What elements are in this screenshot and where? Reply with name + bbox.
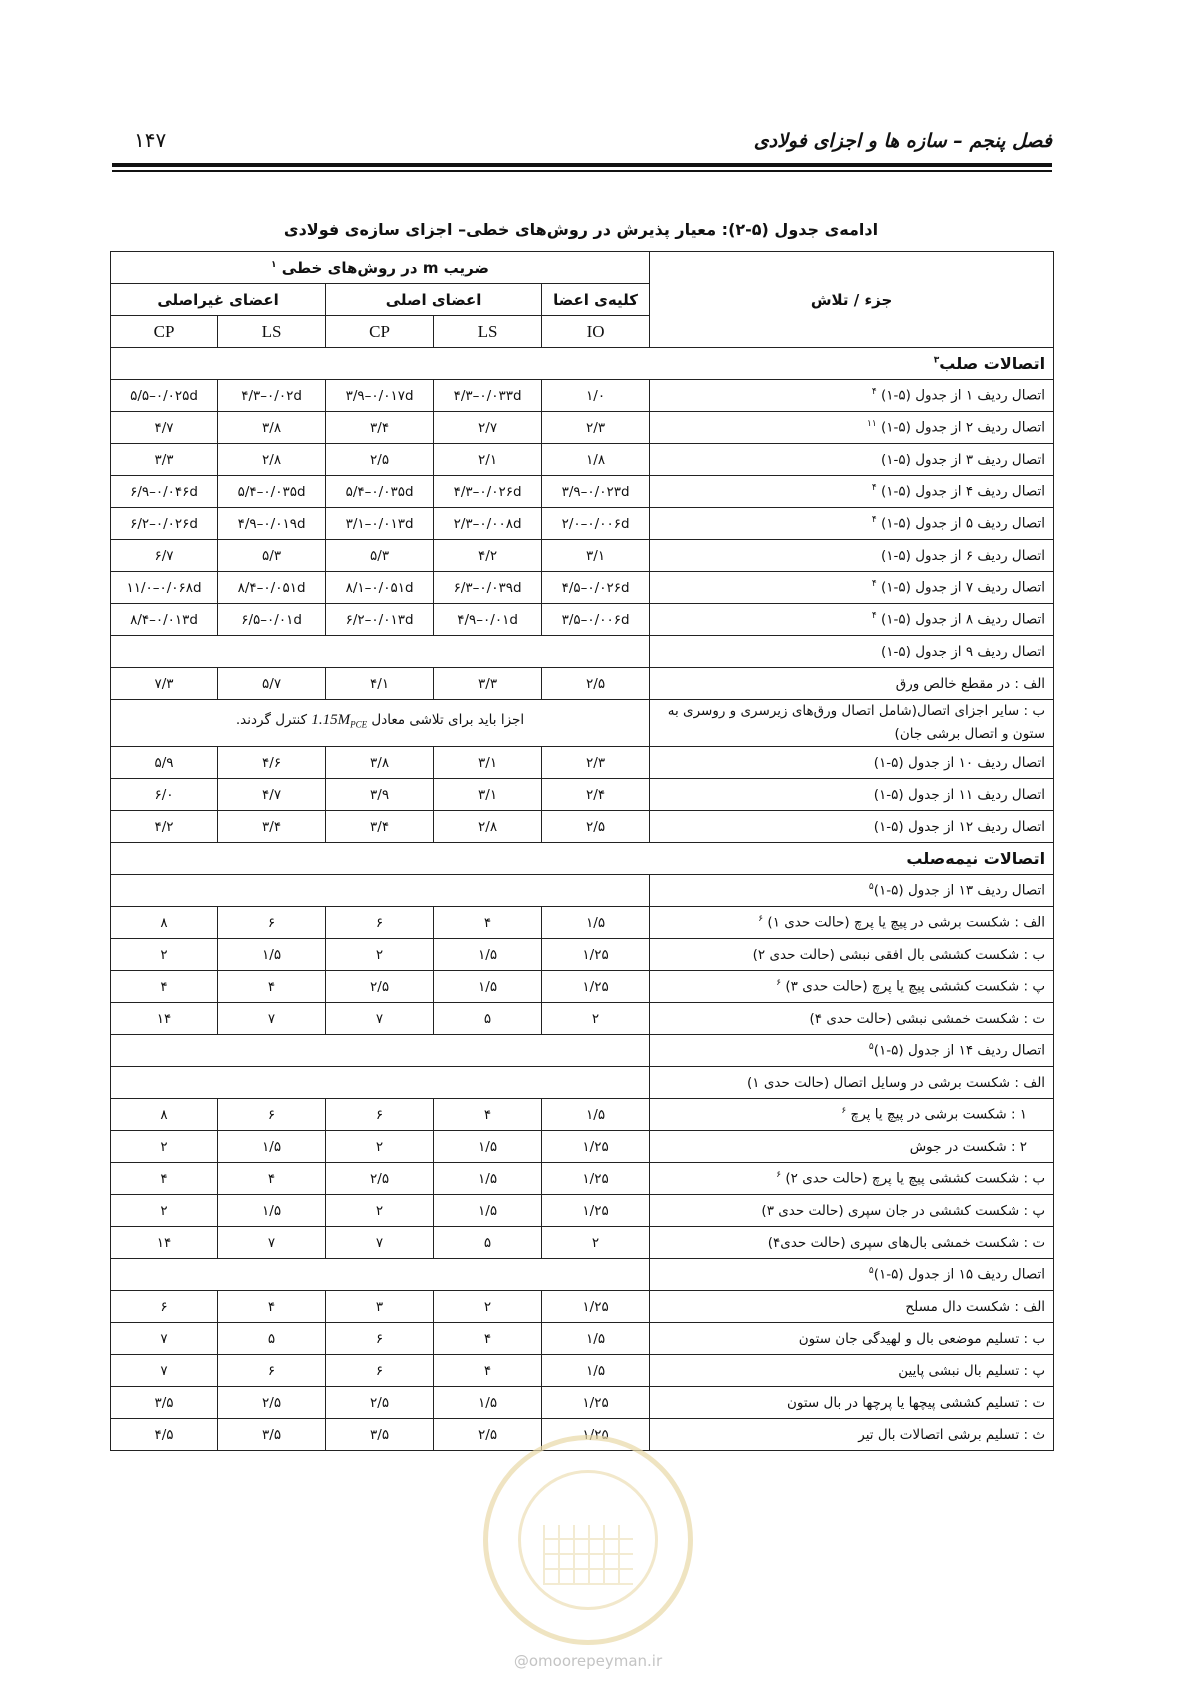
header-m-factor: ضریب m در روش‌های خطی $^۱$: [111, 252, 650, 284]
value-ls2: ۴/۷: [218, 779, 326, 811]
empty-cell: [111, 1067, 650, 1099]
value-cp2: ۶/۰: [111, 779, 218, 811]
value-ls2: ۶: [218, 907, 326, 939]
value-ls2: ۴/۹–۰/۰۱۹d: [218, 508, 326, 540]
row-label: اتصال ردیف ۱ از جدول (۵-۱) $^۴$: [650, 380, 1054, 412]
watermark: @omoorepeyman.ir: [513, 1652, 663, 1670]
value-io: ۱/۲۵: [542, 1419, 650, 1451]
table-row: [111, 1323, 1054, 1355]
chapter-title: فصل پنجم – سازه ها و اجزای فولادی: [753, 130, 1052, 152]
value-io: ۲: [542, 1227, 650, 1259]
value-io: ۱/۵: [542, 1323, 650, 1355]
value-ls1: ۴: [434, 1099, 542, 1131]
value-ls1: ۲/۸: [434, 811, 542, 843]
row-label: ث : تسلیم برشی اتصالات بال تیر: [650, 1419, 1054, 1451]
value-io: ۳/۵–۰/۰۰۶d: [542, 604, 650, 636]
value-io: ۱/۵: [542, 1099, 650, 1131]
value-cp1: ۶: [326, 907, 434, 939]
value-cp1: ۶: [326, 1323, 434, 1355]
value-cp2: ۲: [111, 1131, 218, 1163]
table-row: [111, 811, 1054, 843]
value-ls1: ۴/۳–۰/۰۳۳d: [434, 380, 542, 412]
table-row: [111, 700, 1054, 747]
value-cp1: ۳/۸: [326, 747, 434, 779]
value-cp1: ۸/۱–۰/۰۵۱d: [326, 572, 434, 604]
table-row: [111, 1163, 1054, 1195]
value-ls1: ۳/۱: [434, 747, 542, 779]
header-ls-primary: LS: [434, 316, 542, 348]
value-cp1: ۲/۵: [326, 444, 434, 476]
acceptance-criteria-table: [110, 251, 1054, 1451]
header-all-members: کلیه‌ی اعضا: [542, 284, 650, 316]
value-ls1: ۲/۷: [434, 412, 542, 444]
value-ls2: ۵/۴–۰/۰۳۵d: [218, 476, 326, 508]
value-io: ۱/۲۵: [542, 1291, 650, 1323]
table-row: [111, 668, 1054, 700]
row14-heading-label: اتصال ردیف ۱۴ از جدول (۵-۱)$^۵$: [650, 1035, 1054, 1067]
table-row: [111, 380, 1054, 412]
value-cp1: ۳/۴: [326, 412, 434, 444]
value-io: ۲/۴: [542, 779, 650, 811]
value-cp2: ۳/۳: [111, 444, 218, 476]
empty-cell: [111, 1259, 650, 1291]
row-label: ۱ : شکست برشی در پیچ یا پرچ $^۶$: [650, 1099, 1054, 1131]
value-ls2: ۶: [218, 1099, 326, 1131]
row9-heading-label: اتصال ردیف ۹ از جدول (۵-۱): [650, 636, 1054, 668]
header-component-action: جزء / تلاش: [650, 252, 1054, 348]
value-io: ۲/۵: [542, 811, 650, 843]
value-cp1: ۶/۲–۰/۰۱۳d: [326, 604, 434, 636]
table-caption: ادامه‌ی جدول (۵-۲): معیار پذیرش در روش‌های خطی– اجزای سازه‌ی فولادی: [283, 220, 879, 239]
row13-heading-label: اتصال ردیف ۱۳ از جدول (۵-۱)$^۵$: [650, 875, 1054, 907]
empty-cell: [111, 636, 650, 668]
row-label: ب : شکست کششی پیچ یا پرچ (حالت حدی ۲) $^۶$: [650, 1163, 1054, 1195]
value-cp2: ۲: [111, 939, 218, 971]
value-io: ۱/۲۵: [542, 1387, 650, 1419]
header-cp-secondary: CP: [111, 316, 218, 348]
value-cp1: ۳/۱–۰/۰۱۳d: [326, 508, 434, 540]
value-cp2: ۴: [111, 1163, 218, 1195]
value-ls1: ۲: [434, 1291, 542, 1323]
value-cp2: ۴: [111, 971, 218, 1003]
value-cp2: ۶: [111, 1291, 218, 1323]
value-io: ۱/۲۵: [542, 971, 650, 1003]
value-ls2: ۶/۵–۰/۰۱d: [218, 604, 326, 636]
value-ls1: ۵: [434, 1003, 542, 1035]
value-ls1: ۴: [434, 1323, 542, 1355]
header-primary-members: اعضای اصلی: [326, 284, 542, 316]
value-cp2: ۷/۳: [111, 668, 218, 700]
value-cp1: ۳/۹–۰/۰۱۷d: [326, 380, 434, 412]
table-row: [111, 1099, 1054, 1131]
value-io: ۳/۱: [542, 540, 650, 572]
row14-heading: [111, 1035, 1054, 1067]
value-ls2: ۵: [218, 1323, 326, 1355]
row-label: الف : شکست برشی در پیچ یا پرچ (حالت حدی ۱) $^۶$: [650, 907, 1054, 939]
table-row: [111, 1227, 1054, 1259]
row13-heading: [111, 875, 1054, 907]
value-ls1: ۲/۵: [434, 1419, 542, 1451]
value-ls1: ۴: [434, 1355, 542, 1387]
empty-cell: [111, 1035, 650, 1067]
value-cp2: ۳/۵: [111, 1387, 218, 1419]
row-label: ب : سایر اجزای اتصال(شامل اتصال ورق‌های زیرسری و روسری به ستون و اتصال برشی جان): [650, 700, 1054, 747]
table-row: [111, 508, 1054, 540]
value-cp2: ۴/۲: [111, 811, 218, 843]
value-cp2: ۸/۴–۰/۰۱۳d: [111, 604, 218, 636]
header-io: IO: [542, 316, 650, 348]
row-label: پ : شکست کششی در جان سپری (حالت حدی ۳): [650, 1195, 1054, 1227]
header-secondary-members: اعضای غیراصلی: [111, 284, 326, 316]
header-rule-thin: [112, 170, 1052, 172]
row-label: پ : شکست کششی پیچ یا پرچ (حالت حدی ۳) $^۶$: [650, 971, 1054, 1003]
value-cp1: ۳/۴: [326, 811, 434, 843]
row14-a-heading-label: الف : شکست برشی در وسایل اتصال (حالت حدی ۱): [650, 1067, 1054, 1099]
value-ls2: ۴: [218, 1291, 326, 1323]
section-semi-rigid: [111, 843, 1054, 875]
table-row: [111, 779, 1054, 811]
row-label: اتصال ردیف ۸ از جدول (۵-۱) $^۴$: [650, 604, 1054, 636]
value-ls1: ۴/۹–۰/۰۱d: [434, 604, 542, 636]
row-label: اتصال ردیف ۶ از جدول (۵-۱): [650, 540, 1054, 572]
value-ls1: ۳/۱: [434, 779, 542, 811]
value-io: ۱/۵: [542, 1355, 650, 1387]
value-cp2: ۴/۵: [111, 1419, 218, 1451]
value-cp1: ۲/۵: [326, 971, 434, 1003]
value-ls2: ۴/۳–۰/۰۲d: [218, 380, 326, 412]
value-cp2: ۲: [111, 1195, 218, 1227]
value-ls1: ۱/۵: [434, 939, 542, 971]
value-io: ۱/۵: [542, 907, 650, 939]
table-row: [111, 1131, 1054, 1163]
page-number: ۱۴۷: [134, 128, 167, 152]
value-ls1: ۵: [434, 1227, 542, 1259]
row-label: اتصال ردیف ۳ از جدول (۵-۱): [650, 444, 1054, 476]
publisher-seal: [483, 1435, 693, 1645]
value-io: ۱/۲۵: [542, 1195, 650, 1227]
value-ls2: ۵/۳: [218, 540, 326, 572]
value-cp1: ۳: [326, 1291, 434, 1323]
value-ls2: ۳/۵: [218, 1419, 326, 1451]
table-row: [111, 1195, 1054, 1227]
table-row: [111, 1387, 1054, 1419]
row-label: اتصال ردیف ۲ از جدول (۵-۱) $^{۱۱}$: [650, 412, 1054, 444]
value-ls1: ۱/۵: [434, 1131, 542, 1163]
row15-heading-label: اتصال ردیف ۱۵ از جدول (۵-۱)$^۵$: [650, 1259, 1054, 1291]
value-cp2: ۸: [111, 907, 218, 939]
value-cp2: ۴/۷: [111, 412, 218, 444]
table-row: [111, 412, 1054, 444]
value-cp1: ۳/۵: [326, 1419, 434, 1451]
value-cp1: ۵/۳: [326, 540, 434, 572]
value-ls2: ۱/۵: [218, 1131, 326, 1163]
value-ls2: ۷: [218, 1227, 326, 1259]
section-rigid: [111, 348, 1054, 380]
value-cp1: ۶: [326, 1099, 434, 1131]
row-label: الف : در مقطع خالص ورق: [650, 668, 1054, 700]
value-ls2: ۸/۴–۰/۰۵۱d: [218, 572, 326, 604]
value-ls1: ۴/۳–۰/۰۲۶d: [434, 476, 542, 508]
value-ls2: ۱/۵: [218, 939, 326, 971]
table-row: [111, 939, 1054, 971]
table-row: [111, 540, 1054, 572]
value-io: ۲/۳: [542, 412, 650, 444]
table-row: [111, 444, 1054, 476]
value-io: ۳/۹–۰/۰۲۳d: [542, 476, 650, 508]
row-label: اتصال ردیف ۱۰ از جدول (۵-۱): [650, 747, 1054, 779]
value-cp2: ۶/۹–۰/۰۴۶d: [111, 476, 218, 508]
row-label: پ : تسلیم بال نبشی پایین: [650, 1355, 1054, 1387]
control-note: اجزا باید برای تلاشی معادل $1.15M_{PCE}$ کنترل گردند.: [111, 700, 650, 747]
value-ls2: ۱/۵: [218, 1195, 326, 1227]
value-ls1: ۳/۳: [434, 668, 542, 700]
row-label: ت : تسلیم کششی پیچها یا پرچها در بال ستون: [650, 1387, 1054, 1419]
value-io: ۱/۰: [542, 380, 650, 412]
value-ls2: ۳/۸: [218, 412, 326, 444]
value-io: ۲/۰–۰/۰۰۶d: [542, 508, 650, 540]
table-row: [111, 747, 1054, 779]
value-ls1: ۱/۵: [434, 1387, 542, 1419]
table-row: [111, 907, 1054, 939]
section-semi-rigid-label: اتصالات نیمه‌صلب: [111, 843, 1054, 875]
value-io: ۲/۳: [542, 747, 650, 779]
row9-heading: [111, 636, 1054, 668]
value-io: ۲: [542, 1003, 650, 1035]
value-ls1: ۶/۳–۰/۰۳۹d: [434, 572, 542, 604]
value-ls2: ۲/۵: [218, 1387, 326, 1419]
row-label: اتصال ردیف ۷ از جدول (۵-۱) $^۴$: [650, 572, 1054, 604]
value-cp2: ۸: [111, 1099, 218, 1131]
value-ls1: ۴/۲: [434, 540, 542, 572]
value-io: ۱/۲۵: [542, 1163, 650, 1195]
value-ls2: ۴: [218, 971, 326, 1003]
value-cp1: ۲: [326, 1131, 434, 1163]
row-label: ۲ : شکست در جوش: [650, 1131, 1054, 1163]
row-label: الف : شکست دال مسلح: [650, 1291, 1054, 1323]
row-label: اتصال ردیف ۱۱ از جدول (۵-۱): [650, 779, 1054, 811]
section-rigid-label: اتصالات صلب$^۳$: [111, 348, 1054, 380]
value-ls1: ۱/۵: [434, 1163, 542, 1195]
table-row: [111, 971, 1054, 1003]
row-label: اتصال ردیف ۵ از جدول (۵-۱) $^۴$: [650, 508, 1054, 540]
value-ls1: ۴: [434, 907, 542, 939]
value-io: ۱/۲۵: [542, 939, 650, 971]
value-cp2: ۵/۹: [111, 747, 218, 779]
value-ls1: ۲/۱: [434, 444, 542, 476]
value-io: ۴/۵–۰/۰۲۶d: [542, 572, 650, 604]
value-ls2: ۵/۷: [218, 668, 326, 700]
row-label: ب : شکست کششی بال افقی نبشی (حالت حدی ۲): [650, 939, 1054, 971]
value-ls2: ۴/۶: [218, 747, 326, 779]
value-cp1: ۲: [326, 939, 434, 971]
seal-grid: [543, 1525, 633, 1585]
row-label: اتصال ردیف ۴ از جدول (۵-۱) $^۴$: [650, 476, 1054, 508]
value-cp1: ۵/۴–۰/۰۳۵d: [326, 476, 434, 508]
value-cp2: ۱۴: [111, 1003, 218, 1035]
table-row: [111, 572, 1054, 604]
row15-heading: [111, 1259, 1054, 1291]
table-row: [111, 1355, 1054, 1387]
value-io: ۱/۲۵: [542, 1131, 650, 1163]
row-label: ب : تسلیم موضعی بال و لهیدگی جان ستون: [650, 1323, 1054, 1355]
row-label: ت : شکست خمشی بال‌های سپری (حالت حدی۴): [650, 1227, 1054, 1259]
page-header: [110, 126, 1052, 166]
value-cp2: ۶/۷: [111, 540, 218, 572]
value-io: ۲/۵: [542, 668, 650, 700]
value-cp2: ۱۴: [111, 1227, 218, 1259]
value-cp1: ۲/۵: [326, 1163, 434, 1195]
table-row: [111, 1003, 1054, 1035]
value-cp1: ۳/۹: [326, 779, 434, 811]
empty-cell: [111, 875, 650, 907]
value-cp1: ۶: [326, 1355, 434, 1387]
table-row: [111, 476, 1054, 508]
row-label: اتصال ردیف ۱۲ از جدول (۵-۱): [650, 811, 1054, 843]
value-ls1: ۲/۳–۰/۰۰۸d: [434, 508, 542, 540]
value-ls2: ۶: [218, 1355, 326, 1387]
header-rule-thick: [112, 163, 1052, 167]
value-cp2: ۷: [111, 1355, 218, 1387]
value-ls1: ۱/۵: [434, 1195, 542, 1227]
row14-a-heading: [111, 1067, 1054, 1099]
value-ls2: ۴: [218, 1163, 326, 1195]
table-row: [111, 604, 1054, 636]
value-ls2: ۳/۴: [218, 811, 326, 843]
value-cp2: ۱۱/۰–۰/۰۶۸d: [111, 572, 218, 604]
table-row: [111, 1291, 1054, 1323]
value-cp2: ۵/۵–۰/۰۲۵d: [111, 380, 218, 412]
value-cp2: ۷: [111, 1323, 218, 1355]
value-io: ۱/۸: [542, 444, 650, 476]
row-label: ت : شکست خمشی نبشی (حالت حدی ۴): [650, 1003, 1054, 1035]
value-ls1: ۱/۵: [434, 971, 542, 1003]
value-cp1: ۴/۱: [326, 668, 434, 700]
value-cp1: ۲: [326, 1195, 434, 1227]
value-ls2: ۲/۸: [218, 444, 326, 476]
value-ls2: ۷: [218, 1003, 326, 1035]
header-cp-primary: CP: [326, 316, 434, 348]
header-ls-secondary: LS: [218, 316, 326, 348]
value-cp2: ۶/۲–۰/۰۲۶d: [111, 508, 218, 540]
value-cp1: ۷: [326, 1003, 434, 1035]
value-cp1: ۷: [326, 1227, 434, 1259]
value-cp1: ۲/۵: [326, 1387, 434, 1419]
